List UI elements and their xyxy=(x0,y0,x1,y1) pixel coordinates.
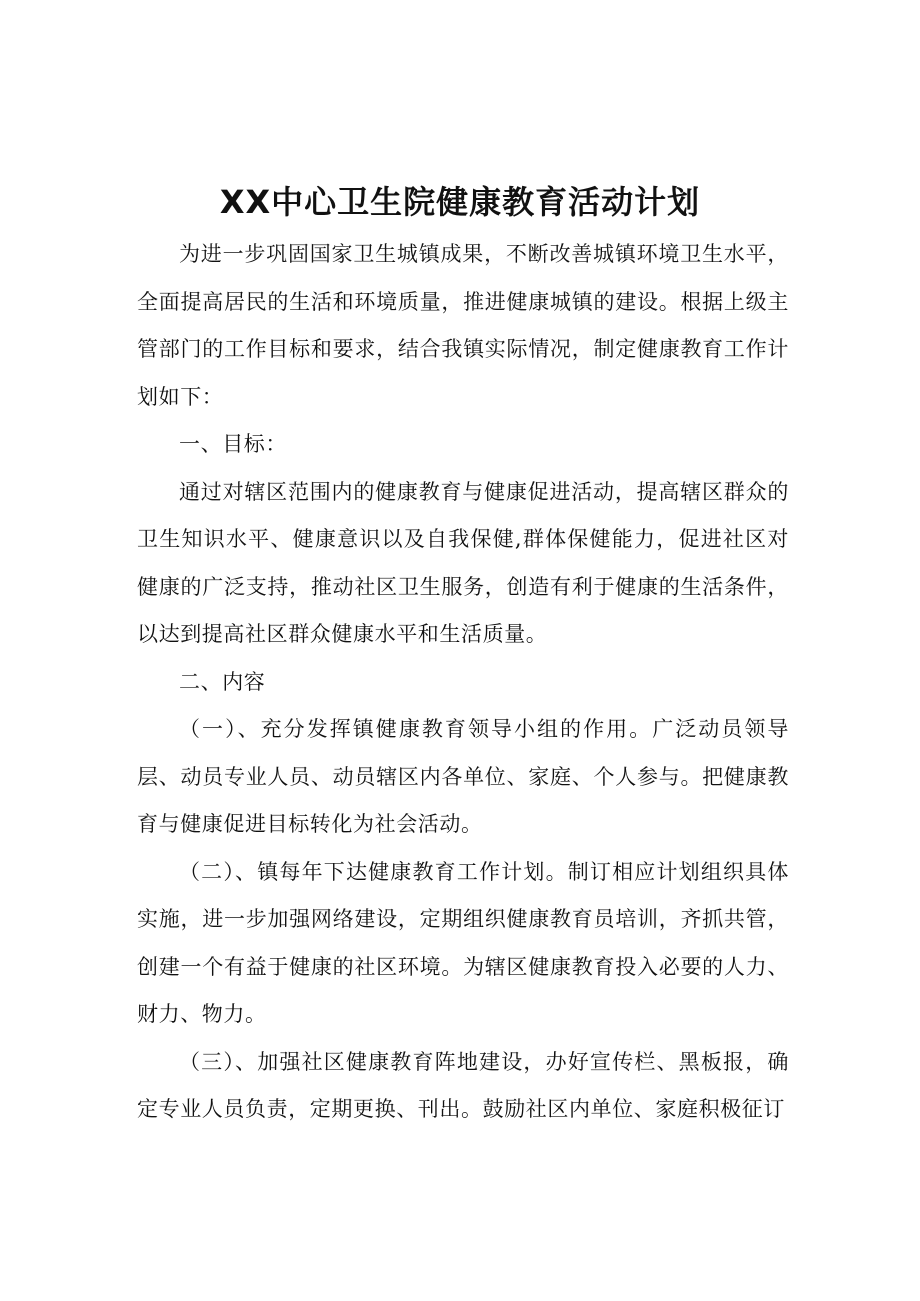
intro-paragraph: 为进一步巩固国家卫生城镇成果，不断改善城镇环境卫生水平，全面提高居民的生活和环境质量，推进健康城镇的建设。根据上级主管部门的工作目标和要求，结合我镇实际情况，制定健康教育工作计划如下： xyxy=(137,242,789,409)
section-heading-goals: 一、目标： xyxy=(179,432,287,456)
content-item-2: （二）、镇每年下达健康教育工作计划。制订相应计划组织具体实施，进一步加强网络建设，定期组织健康教育员培训，齐抓共管，创建一个有益于健康的社区环境。为辖区健康教育投入必要的人力、财力、物力。 xyxy=(137,859,789,1026)
section-heading-content: 二、内容 xyxy=(179,669,266,694)
document-body xyxy=(137,231,789,1134)
goals-paragraph: 通过对辖区范围内的健康教育与健康促进活动，提高辖区群众的卫生知识水平、健康意识以及自我保健,群体保健能力，促进社区对健康的广泛支持，推动社区卫生服务，创造有利于健康的生活条件，以达到提高社区群众健康水平和生活质量。 xyxy=(137,479,789,646)
content-item-3: （三）、加强社区健康教育阵地建设，办好宣传栏、黑板报，确定专业人员负责，定期更换、刊出。鼓励社区内单位、家庭积极征订 xyxy=(137,1049,789,1121)
content-item-1: （一）、充分发挥镇健康教育领导小组的作用。广泛动员领导层、动员专业人员、动员辖区内各单位、家庭、个人参与。把健康教育与健康促进目标转化为社会活动。 xyxy=(137,717,789,836)
document-title: XX中心卫生院健康教育活动计划 xyxy=(219,183,701,221)
